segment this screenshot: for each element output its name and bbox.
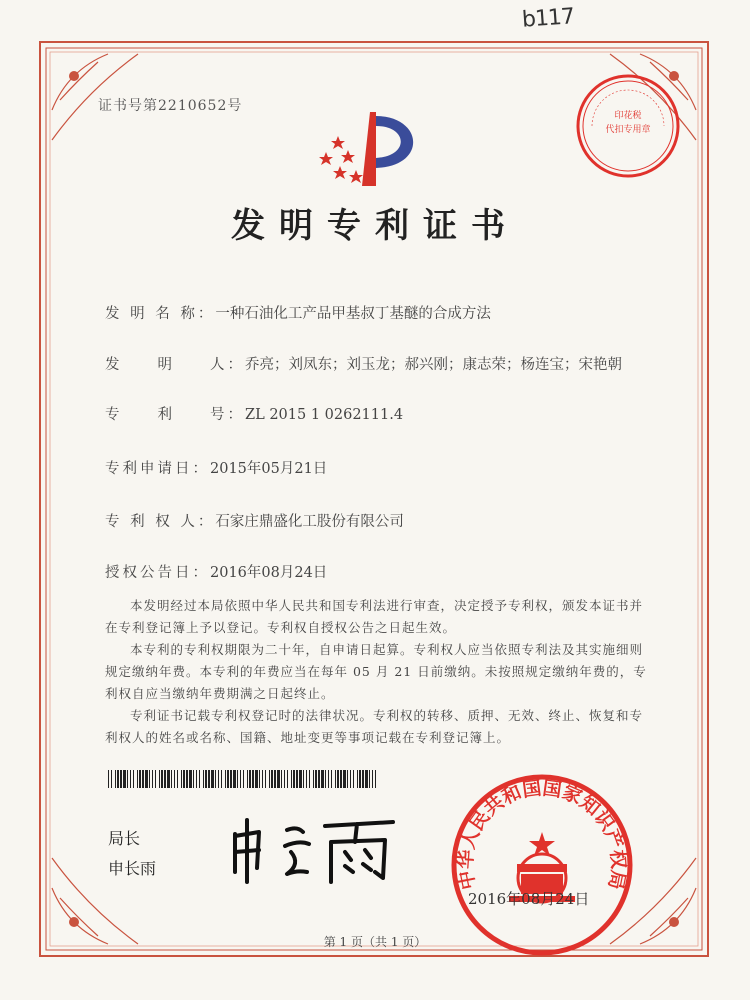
application-date-field: [105, 457, 327, 478]
patent-number-value: ZL 2015 1 0262111.4: [245, 407, 404, 423]
inventors-value: 乔亮；刘凤东；刘玉龙；郝兴刚；康志荣；杨连宝；宋艳朝: [245, 357, 622, 373]
certificate-number: 证书号第2210652号: [98, 98, 243, 114]
patentee-field: [105, 510, 404, 531]
invention-name-label: 发 明 名 称：: [105, 306, 216, 322]
svg-text:代扣专用章: 代扣专用章: [605, 125, 651, 135]
body-paragraph: 本专利的专利权期限为二十年，自申请日起算。专利权人应当依照专利法及其实施细则规定缴纳年费。本专利的年费应当在每年 05 月 21 日前缴纳。未按照规定缴纳年费的，专利权自应当缴纳年费期满之日起终止。: [105, 642, 647, 701]
tax-stamp-seal: [572, 70, 684, 182]
sipo-official-seal: [447, 770, 637, 960]
patent-number-field: [105, 403, 403, 424]
grant-date-label: 授权公告日：: [105, 565, 210, 581]
body-paragraph: 专利证书记载专利权登记时的法律状况。专利权的转移、质押、无效、终止、恢复和专利权人的姓名或名称、国籍、地址变更等事项记载在专利登记簿上。: [105, 708, 644, 745]
inventors-field: [105, 353, 622, 374]
handwritten-note: b117: [521, 4, 575, 33]
seal-date: 2016年08月24日: [468, 890, 590, 908]
document-title: 发明专利证书: [231, 206, 519, 246]
grant-date-value: 2016年08月24日: [210, 565, 328, 581]
invention-name-field: [105, 302, 491, 323]
svg-text:印花税: 印花税: [614, 111, 642, 121]
patent-number-label: 专 利 号：: [105, 407, 245, 423]
invention-name-value: 一种石油化工产品甲基叔丁基醚的合成方法: [215, 306, 491, 322]
director-signature: [225, 812, 400, 887]
director-title: 局长: [108, 829, 141, 848]
sipo-logo: [318, 106, 438, 196]
inventors-label: 发 明 人：: [105, 357, 245, 373]
grant-date-field: [105, 561, 327, 582]
page-footer: 第 1 页（共 1 页）: [323, 935, 427, 949]
barcode: [108, 770, 378, 788]
patentee-value: 石家庄鼎盛化工股份有限公司: [215, 514, 404, 530]
certificate-body: [105, 595, 653, 749]
patentee-label: 专 利 权 人：: [105, 514, 216, 530]
application-date-label: 专利申请日：: [105, 461, 210, 477]
body-paragraph: 本发明经过本局依照中华人民共和国专利法进行审查，决定授予专利权，颁发本证书并在专利登记簿上予以登记。专利权自授权公告之日起生效。: [105, 598, 644, 635]
seal-text: 中华人民共和国国家知识产权局: [454, 777, 630, 892]
application-date-value: 2015年05月21日: [210, 461, 328, 477]
director-name: 申长雨: [108, 859, 157, 878]
